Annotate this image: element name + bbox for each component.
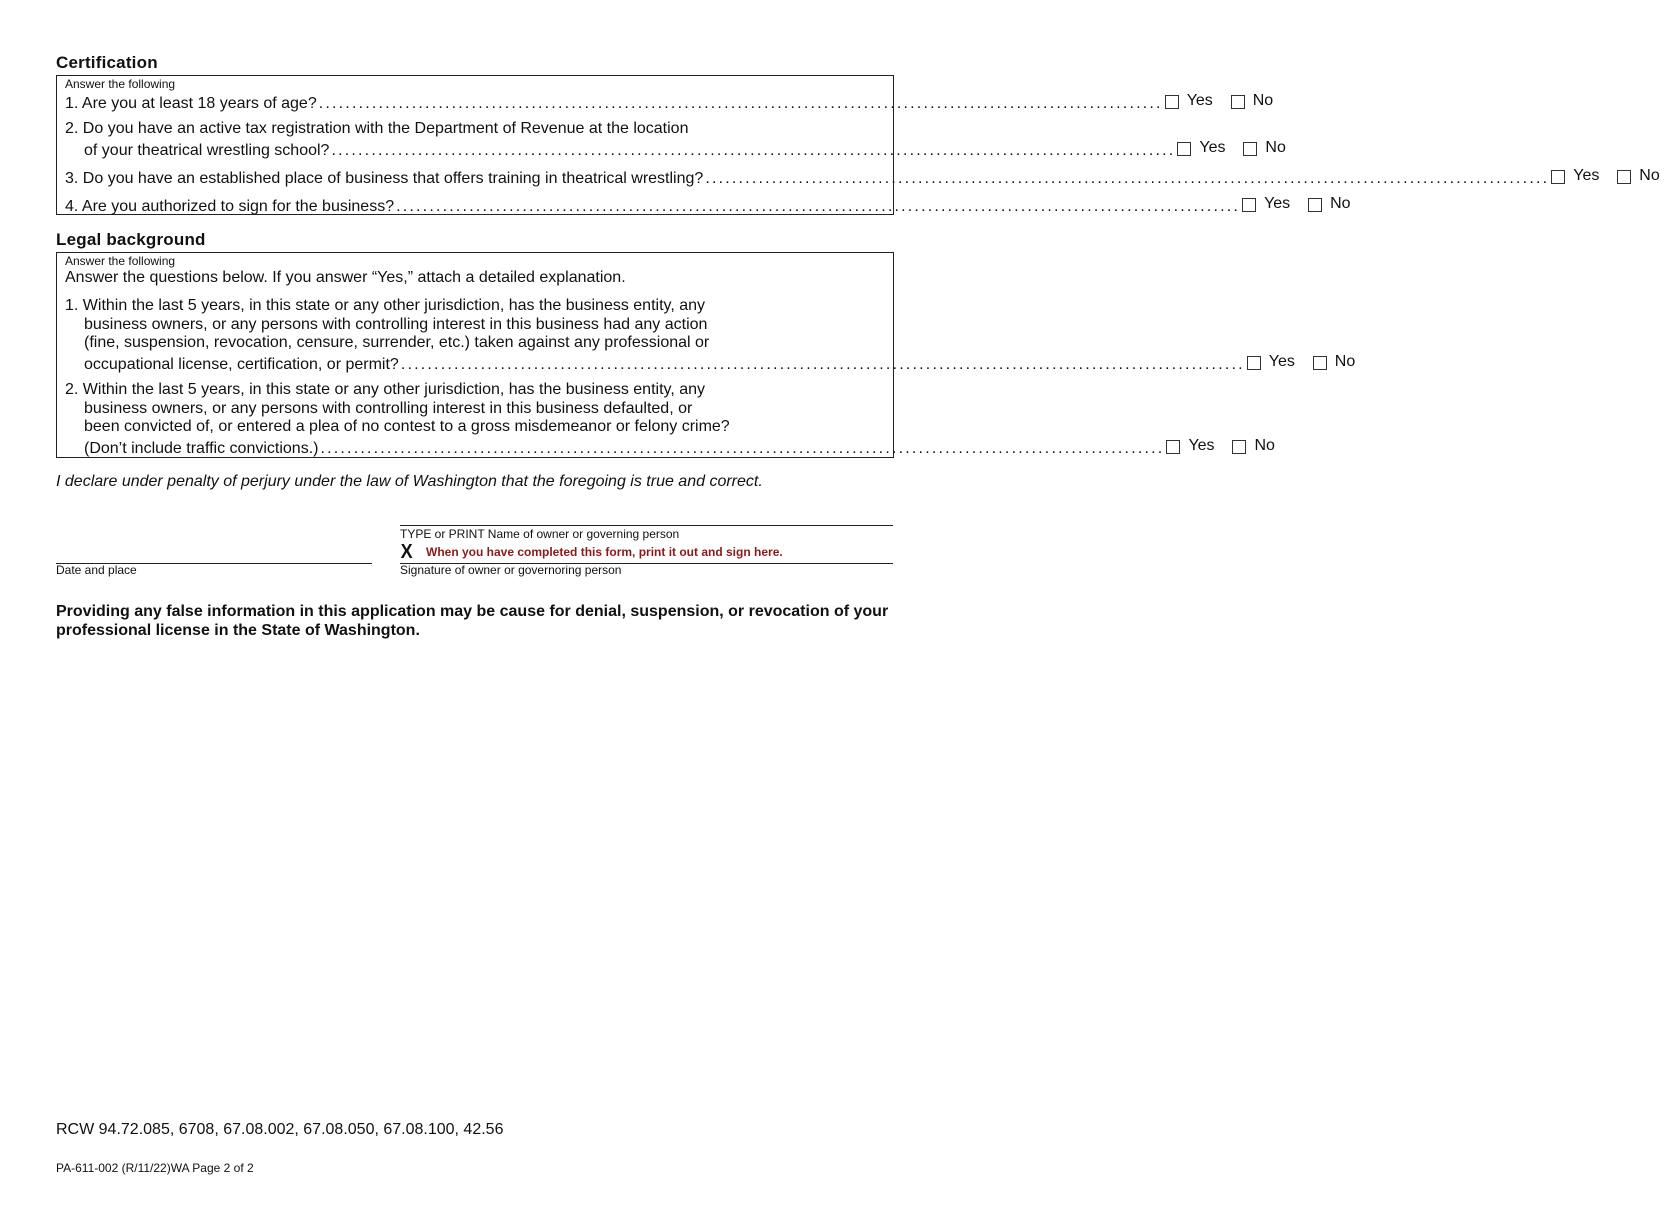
- legal-q1-no[interactable]: No: [1313, 353, 1355, 372]
- checkbox-icon[interactable]: [1177, 142, 1191, 156]
- legal-question-1: [65, 297, 1356, 374]
- question-text: 2. Do you have an active tax registration with the Department of Revenue at the location: [65, 120, 689, 137]
- cert-q1-yes[interactable]: Yes: [1165, 92, 1231, 111]
- certification-box: [56, 75, 1660, 216]
- cert-question-2: [65, 120, 1286, 160]
- question-text: occupational license, certification, or permit?: [84, 355, 399, 373]
- cert-question-4: [65, 195, 1351, 217]
- cert-q4-yes[interactable]: Yes: [1242, 195, 1308, 214]
- question-text: 4. Are you authorized to sign for the business?: [65, 198, 395, 216]
- date-label: Date and place: [56, 563, 137, 577]
- question-text: (Don’t include traffic convictions.): [84, 439, 319, 457]
- cert-q2-yes[interactable]: Yes: [1177, 139, 1243, 158]
- certification-caption: Answer the following: [65, 77, 176, 91]
- cert-q3-no[interactable]: No: [1617, 167, 1659, 186]
- leader-dots: ...............................................................................................................................: [396, 198, 1241, 216]
- rcw-citation: RCW 94.72.085, 6708, 67.08.002, 67.08.050, 67.08.100, 42.56: [56, 1121, 504, 1138]
- question-text: business owners, or any persons with controlling interest in this business defaulted, or: [84, 399, 693, 417]
- sign-instruction[interactable]: When you have completed this form, print it out and sign here.: [426, 545, 783, 559]
- legal-q2-yes[interactable]: Yes: [1166, 437, 1232, 456]
- question-text: been convicted of, or entered a plea of no contest to a gross misdemeanor or felony crime?: [84, 418, 730, 435]
- question-text: of your theatrical wrestling school?: [84, 141, 330, 159]
- leader-dots: ...............................................................................................................................: [400, 355, 1245, 373]
- signature-label: Signature of owner or governoring person: [400, 563, 622, 577]
- name-line: [400, 525, 893, 526]
- false-info-warning: Providing any false information in this application may be cause for denial, suspension, or revocation of your professional license in the State of Washington.: [56, 603, 889, 639]
- cert-q1-no[interactable]: No: [1231, 92, 1273, 111]
- cert-q2-no[interactable]: No: [1243, 139, 1285, 158]
- cert-q4-no[interactable]: No: [1308, 195, 1350, 214]
- form-footer: PA-611-002 (R/11/22)WA Page 2 of 2: [56, 1161, 254, 1175]
- checkbox-icon[interactable]: [1165, 95, 1179, 109]
- leader-dots: ...............................................................................................................................: [705, 170, 1550, 188]
- checkbox-icon[interactable]: [1313, 356, 1327, 370]
- checkbox-icon[interactable]: [1242, 198, 1256, 212]
- certification-title: Certification: [56, 53, 158, 72]
- cert-q3-yes[interactable]: Yes: [1551, 167, 1617, 186]
- leader-dots: ...............................................................................................................................: [331, 141, 1176, 159]
- checkbox-icon[interactable]: [1617, 170, 1631, 184]
- legal-box: [56, 252, 1356, 458]
- question-text: 2. Within the last 5 years, in this state or any other jurisdiction, has the business entity, any: [65, 381, 706, 398]
- leader-dots: ...............................................................................................................................: [318, 95, 1163, 113]
- question-text: 1. Are you at least 18 years of age?: [65, 95, 317, 113]
- cert-question-1: [65, 92, 1274, 114]
- question-text: (fine, suspension, revocation, censure, surrender, etc.) taken against any professional or: [84, 334, 710, 351]
- legal-caption: Answer the following: [65, 254, 176, 268]
- legal-q1-yes[interactable]: Yes: [1247, 353, 1313, 372]
- question-text: business owners, or any persons with controlling interest in this business had any action: [84, 315, 708, 333]
- declaration: I declare under penalty of perjury under the law of Washington that the foregoing is true and correct.: [56, 473, 763, 490]
- legal-title: Legal background: [56, 230, 206, 249]
- legal-intro: Answer the questions below. If you answer “Yes,” attach a detailed explanation.: [65, 269, 626, 286]
- checkbox-icon[interactable]: [1166, 440, 1180, 454]
- question-text: 1. Within the last 5 years, in this state or any other jurisdiction, has the business entity, any: [65, 297, 706, 314]
- legal-q2-no[interactable]: No: [1232, 437, 1274, 456]
- checkbox-icon[interactable]: [1308, 198, 1322, 212]
- checkbox-icon[interactable]: [1551, 170, 1565, 184]
- question-text: 3. Do you have an established place of business that offers training in theatrical wrestling?: [65, 170, 704, 188]
- checkbox-icon[interactable]: [1231, 95, 1245, 109]
- legal-question-2: [65, 381, 1275, 458]
- sign-x-icon: X: [400, 541, 413, 563]
- cert-question-3: [65, 167, 1660, 189]
- checkbox-icon[interactable]: [1232, 440, 1246, 454]
- leader-dots: ...............................................................................................................................: [320, 439, 1165, 457]
- checkbox-icon[interactable]: [1247, 356, 1261, 370]
- checkbox-icon[interactable]: [1243, 142, 1257, 156]
- name-label: TYPE or PRINT Name of owner or governing person: [400, 527, 680, 541]
